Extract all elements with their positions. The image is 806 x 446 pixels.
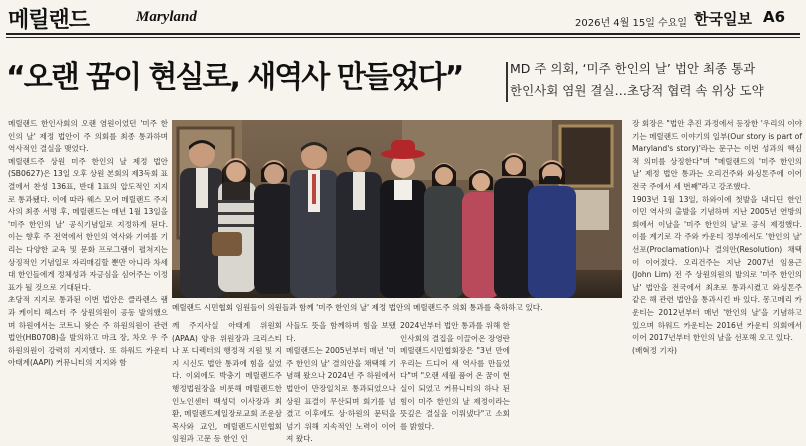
section-title-english: Maryland [136, 9, 197, 25]
issue-date: 2026년 4월 15일 수요일 [575, 18, 688, 29]
group-photo [172, 120, 622, 298]
article-column-4 [400, 320, 510, 438]
article-column-6 [632, 118, 802, 438]
section-title-korean: 메릴랜드 [8, 8, 90, 33]
article-text: 메릴랜드 한인사회의 오랜 염원이었던 '미주 한인의 날' 제정 법안이 주 의회를 최종 통과하며 역사적인 결실을 맺었다. 메릴랜드주 상원 미주 한인의 날 제정 법안(SB0627)은 13일 오후 상원 본회의 제3독회 표결에서 찬성 136표, 반대 1표의 압도적인 지지로 통과됐다. 이에 따라 웨스 모어 메릴랜드 주지사의 최종 서명 후, 메릴랜드는 매년 1월 13일을 '미주 한인의 날' 공식기념일로 지정하게 된다. 이는 향후 주 전역에서 한인의 역사와 기여를 기리는 다양한 교육 및 문화 프로그램이 펼쳐지는 상징적인 기념일로 자리매김할 뿐만 아니라 차세대 한인들에게 정체성과 자긍심을 심어주는 이정표가 될 것으로 기대된다. 초당적 지지로 통과된 이번 법안은 클라렌스 램과 케이티 헤스터 주 상원의원이 공동 발의했으며 하원에서는 코트니 왓슨 주 하원의원이 관련 법안(HB0708)을 발의하고 마크 장, 차오 우 주 하원의원이 강력히 지지했다. 또 하워드 카운티 아태계(AAPI) 커뮤니티의 지지와 함 [8, 119, 168, 368]
article-column-3 [286, 320, 396, 444]
page-number: A6 [763, 8, 786, 26]
headline: “오랜 꿈이 현실로, 새역사 만들었다” [6, 60, 463, 95]
article-column-1 [8, 118, 168, 438]
group-photo-illustration [172, 120, 622, 298]
photo-caption: 메릴랜드 시민협회 임원들이 의원들과 함께 '미주 한인의 날' 제정 법안의 메릴랜드주 의회 통과를 축하하고 있다. [172, 303, 543, 312]
header-rule [6, 33, 800, 35]
sub-headline: MD 주 의회, ‘미주 한인의 날’ 법안 최종 통과 한인사회 염원 결실…초당적 협력 속 위상 도약 [510, 61, 764, 98]
article-column-2 [172, 320, 282, 444]
page-header [0, 0, 806, 34]
header-rule-thin [6, 37, 800, 38]
article-text: 께 주지사실 아태계 위원회(APAA) 양유 위원장과 크리스티나 포 디렉터의 행정적 지원 및 지지 시신도 법안 통과에 힘을 실었다. 이외에도 박충기 메릴랜드주 행정법원장을 비롯해 메릴랜드한인노인센터 백성덕 이사장과 최환, 메릴랜드제일장로교회 조운삼 목사와 교인, 메릴랜드시민협회 임원과 고문 등 한인 인 [172, 321, 282, 444]
article-column-5 [514, 320, 622, 438]
article-text: 장 회장은 "법안 추진 과정에서 등장한 '우리의 이야기는 메릴랜드 이야기의 일부(Our story is part of Maryland's story)'라는 문구는 이번 성과의 핵심적 의미를 상징한다"며 "메릴랜드의 '미주 한인의 날' 제정 법안 통과는 오리건주와 와싱톤주에 이어 전국 주에서 세 번째"라고 강조했다. 1903년 1월 13일, 하와이에 첫발을 내디딘 한인 이민 역사의 출발을 기념하며 지난 2005년 연방의회에서 이날을 '미주 한인의 날'로 공식 제정했다. 이를 계기로 각 주와 카운티 정부에서도 '한인의 날' 선포(Proclamation)나 결의안(Resolution) 채택이 이어졌다. 오리건주는 지난 2007년 임용근(John Lim) 전 주 상원의원의 발의로 '미주 한인의 날' 법안을 전국에서 최초로 통과시켰고 와싱톤주 같은 해 관련 법안을 통과시킨 바 있다. 몽고메리 카운티는 2012년부터 매년 '한인의 날'을 기념하고 있으며 하워드 카운티는 2016년 카운티 의회에서 이어 2017년부터 한인의 날을 선포해 오고 있다. (배혁정 기자) [632, 119, 802, 355]
article-text: 사들도 뜻을 함께하며 힘을 보탰다. 메릴랜드는 2005년부터 매년 '미주 한인의 날' 결의안을 채택해 기념해 왔으나 2024년 주 하원에서 법안이 만장일치로 통과되었으나 상원 표결이 무산되며 회기를 넘겼고 이후에도 상·하원의 문턱을 넘기 위해 지속적인 노력이 이어져 왔다. [286, 321, 396, 444]
newspaper-name: 한국일보 [694, 10, 752, 28]
subdeck-divider [506, 62, 508, 102]
article-text: 2024년부터 법안 통과를 위해 한인사회의 결집을 이끌어온 장영란 메릴랜드시민협회장은 "3년 만에 우리는 드디어 새 역사를 만들었다"며 "오랜 세월 품어 온 꿈이 현실이 되었고 커뮤니티의 하나 된 힘이 미주 한인의 날 제정이라는 뜻깊은 결실을 이뤄냈다"고 소회를 밝혔다. [400, 321, 510, 431]
